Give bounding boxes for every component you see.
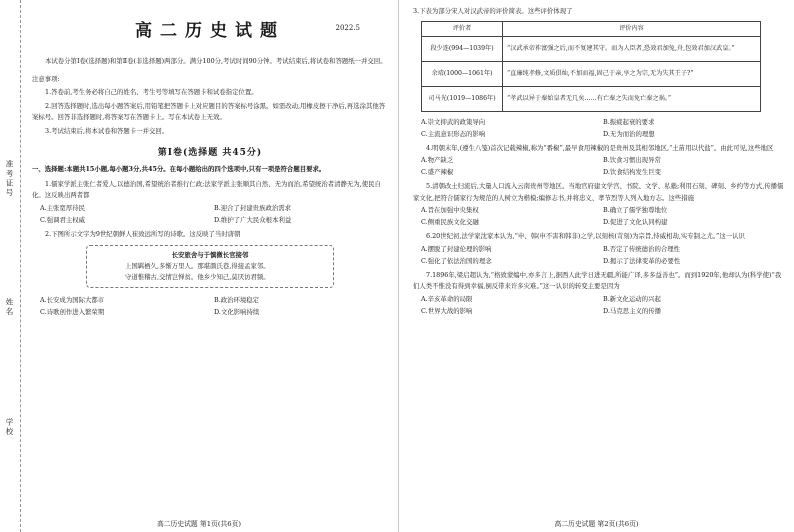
q6-option-c[interactable]: C.强化了依法治国的理念 [421, 256, 492, 265]
question-1-options [32, 202, 388, 226]
question-5-stem: 5.清朝改土归流后,大量人口流入云南贵州等地区。当地官府建文学宫、书院、文学、私塾;利用石刻、碑刻、乡约等方式,传播儒家文化,把符合儒家行为规范的人树立为楷模;编修志书,并将忠义、孝节烈等人列入地方志。这些措施 [413, 182, 784, 202]
q7-option-b[interactable]: B.新文化运动的兴起 [603, 294, 661, 303]
q1-option-a[interactable]: A.主张宽厚待民 [40, 203, 85, 212]
q6-option-a[interactable]: A.摆脱了封建伦理的影响 [421, 244, 492, 253]
table-header-row [422, 21, 761, 36]
question-3-stem: 3.下表为部分宋人对汉武帝的评价简表。这些评价体现了 [413, 7, 573, 15]
q2-option-c[interactable]: C.诗歌创作进入繁荣期 [40, 308, 105, 316]
q4-option-c[interactable]: C.盛产辣椒 [421, 168, 454, 176]
table-row [422, 86, 761, 111]
margin-label-school: 学校 [5, 418, 14, 437]
poem-line-2: 守道惟稽古,交情岂惮贫。他乡少知己,莫厌访君频。 [125, 273, 270, 281]
q7-option-d[interactable]: D.马克思主义的传播 [603, 306, 662, 315]
q3-option-a[interactable]: A.崇文抑武的政策导向 [421, 117, 486, 126]
table-cell-evaluator: 余靖(1000—1061年) [422, 61, 503, 86]
notes-heading: 注意事项: [32, 74, 60, 83]
question-4-options [413, 154, 785, 178]
poem-line-1: 上国羁栖久,多惭万里人。那堪颜氏巷,得接孟家邻。 [125, 262, 270, 270]
question-7-stem: 7.1896年,梁启超认为,“格致蒙编中,亦多言上,据西人此学日进无疆,所能广译,多多益善也”。而到1920年,他却认为(科学使)“我们人类不惟没有得到幸福,倒反带来许多灾难。”这一认识的转变主要是因为 [413, 270, 782, 290]
margin-label-name: 姓名 [5, 298, 14, 317]
page-1-footer: 高二历史试题 第1页(共6页) [156, 520, 242, 528]
question-5-options [413, 204, 785, 228]
q2-option-b[interactable]: B.政治环境稳定 [214, 296, 260, 304]
question-6-options [413, 243, 785, 267]
poem-box [86, 245, 334, 288]
question-2-options [32, 294, 388, 318]
question-7-options [413, 293, 785, 317]
q5-option-c[interactable]: C.侧重民族文化交融 [421, 218, 479, 226]
q5-option-a[interactable]: A.旨在加强中央集权 [421, 206, 479, 214]
question-3-options [413, 116, 785, 140]
q4-option-a[interactable]: A.物产缺乏 [421, 156, 454, 164]
q5-option-d[interactable]: D.促进了文化认同构建 [603, 218, 668, 226]
q2-option-d[interactable]: D.文化影响持续 [214, 308, 260, 316]
table-cell-evaluator: 段少连(994—1039年) [422, 36, 503, 61]
question-6-stem: 6.20世纪初,法学家沈家本认为,“申、韩(申不害和韩非)之学,以刻核(苛刻)为宗旨,恃威相劫,实专制之尤。”这一认识 [426, 232, 745, 240]
q5-option-b[interactable]: B.确立了儒学独尊地位 [603, 206, 668, 214]
question-2-stem: 2.下图所示文字为9世纪朝鲜人崔致远所写的诗歌。这反映了当时唐朝 [45, 229, 241, 238]
table-cell-evaluator: 司马光(1019—1086年) [422, 86, 503, 111]
evaluation-table [421, 21, 761, 112]
note-2: 2.回答选择题时,选出每小题答案后,用铅笔把答题卡上对应题目的答案标号涂黑。如需改动,用橡皮擦干净后,再选涂其他答案标号。回答非选择题时,将答案写在答题卡上。写在本试卷上无效。 [32, 101, 386, 121]
q1-option-d[interactable]: D.维护了广大民众根本利益 [214, 215, 292, 224]
table-cell-content: “孝武以异于秦始皇者无几矣……有亡秦之失而免亡秦之祸。” [503, 86, 761, 111]
q1-option-b[interactable]: B.迎合了封建贵族政治需求 [214, 203, 292, 212]
note-3: 3.考试结束后,将本试卷和答题卡一并交回。 [45, 126, 169, 135]
table-cell-content: “直廉纯孝修,文质俱灿,不加而福,固己于亲,享之为宗,无为失其王子?” [503, 61, 761, 86]
q2-option-a[interactable]: A.长安成为国际大都市 [40, 296, 105, 304]
q3-option-b[interactable]: B.振疲起衰的要求 [603, 117, 655, 126]
exam-page-2 [398, 0, 794, 532]
exam-title [32, 16, 388, 42]
note-1: 1.答卷前,考生务必将自己的姓名、考生号等填写在答题卡和试卷指定位置。 [45, 88, 258, 96]
q7-option-c[interactable]: C.世界大战的影响 [421, 306, 473, 315]
q1-option-c[interactable]: C.强调君主权威 [40, 215, 86, 224]
exam-date: 2022.5 [335, 24, 360, 32]
margin-label-exam-number: 准考证号 [5, 160, 14, 198]
table-header-evaluator: 评价者 [422, 21, 503, 36]
page-2-footer: 高二历史试题 第2页(共6页) [554, 520, 639, 528]
section-instructions: 一、选择题:本题共15小题,每小题3分,共45分。在每小题给出的四个选项中,只有一项是符合题目要求。 [32, 165, 326, 173]
page-1-content [32, 0, 388, 318]
q7-option-a[interactable]: A.辛亥革命的局限 [421, 294, 473, 303]
table-row [422, 61, 761, 86]
q6-option-b[interactable]: B.否定了传统德治的合理性 [603, 244, 681, 253]
q4-option-b[interactable]: B.饮食习惯出现异常 [603, 156, 661, 164]
q6-option-d[interactable]: D.揭示了法律变革的必要性 [603, 256, 681, 265]
exam-title-text: 高二历史试题 [135, 21, 285, 41]
exam-intro: 本试卷分第Ⅰ卷(选择题)和第Ⅱ卷(非选择题)两部分。满分100分,考试时间90分钟。考试结束后,将试卷和答题纸一并交回。 [45, 57, 387, 65]
page-2-content [413, 0, 785, 317]
poem-title: 长安旅舍与于慎微长官接邻 [171, 251, 249, 259]
q3-option-d[interactable]: D.无为而治的理想 [603, 129, 655, 138]
q4-option-d[interactable]: D.饮食结构发生巨变 [603, 168, 662, 176]
table-row [422, 36, 761, 61]
q3-option-c[interactable]: C.主流意识形态的影响 [421, 129, 486, 138]
question-1-stem: 1.儒家学派主张仁者爱人,以德治国,希望统治者推行仁政;法家学派主张顺其自然、无为而治,希望统治者清静无为,使民自化。这反映出两者都 [32, 179, 381, 199]
table-cell-content: “汉武承帝祚富强之后,而不复建其守。而为人臣者,恐效君加兔,舟,包效君加汉武皇。” [503, 36, 761, 61]
binding-margin [0, 0, 21, 532]
question-4-stem: 4.明朝末年,(遵生八笺)首次记载辣椒,称为“番椒”,最早食用辣椒的是贵州及其相邻地区,“土苗用以代盐”。由此可见,这些地区 [426, 143, 774, 152]
section-title: 第Ⅰ卷(选择题 共45分) [157, 148, 263, 158]
table-header-content: 评价内容 [503, 21, 761, 36]
